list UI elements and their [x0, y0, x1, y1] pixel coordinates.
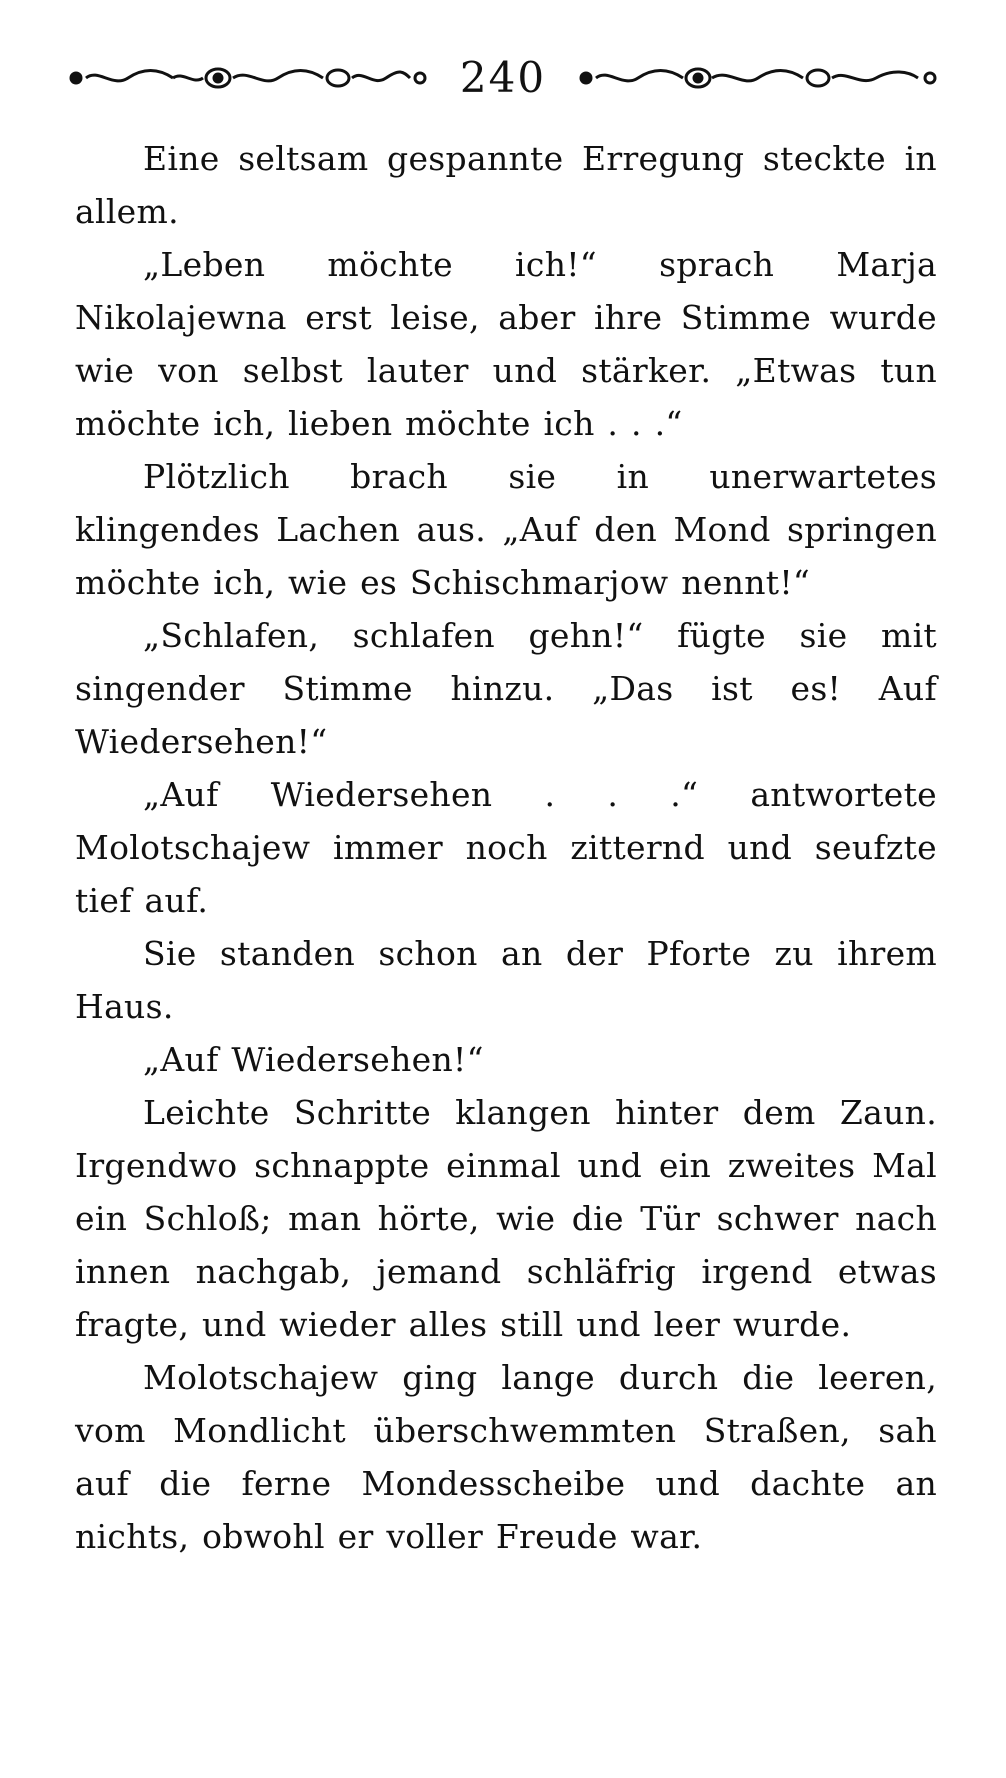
paragraph: Plötzlich brach sie in unerwartetes klingendes Lachen aus. „Auf den Mond springen möchte ich, wie es Schischmarjow nennt!“ [75, 457, 937, 602]
paragraph: „Auf Wiedersehen . . .“ antwortete Molotschajew immer noch zitternd und seufzte tief auf. [75, 775, 937, 920]
paragraph: Molotschajew ging lange durch die leeren, vom Mondlicht überschwemmten Straßen, sah auf die ferne Mondesscheibe und dachte an nichts, obwohl er voller Freude war. [75, 1358, 937, 1556]
paragraph: Sie standen schon an der Pforte zu ihrem Haus. [75, 934, 937, 1026]
paragraph: „Schlafen, schlafen gehn!“ fügte sie mit singender Stimme hinzu. „Das ist es! Auf Wiedersehen!“ [75, 616, 937, 761]
ornament-right-icon [578, 63, 938, 93]
paragraph: „Auf Wiedersehen!“ [143, 1040, 484, 1079]
ornament-left-icon [68, 63, 428, 93]
page-number: 240 [459, 53, 547, 102]
paragraph: „Leben möchte ich!“ sprach Marja Nikolajewna erst leise, aber ihre Stimme wurde wie von selbst lauter und stärker. „Etwas tun möchte ich, lieben möchte ich . . .“ [75, 245, 937, 443]
page-header [68, 50, 938, 106]
body-text [75, 132, 937, 1563]
paragraph: Leichte Schritte klangen hinter dem Zaun. Irgendwo schnappte einmal und ein zweites Mal ein Schloß; man hörte, wie die Tür schwer nach innen nachgab, jemand schläfrig irgend etwas fragte, und wieder alles still und leer wurde. [75, 1093, 937, 1344]
paragraph: Eine seltsam gespannte Erregung steckte in allem. [75, 139, 937, 231]
